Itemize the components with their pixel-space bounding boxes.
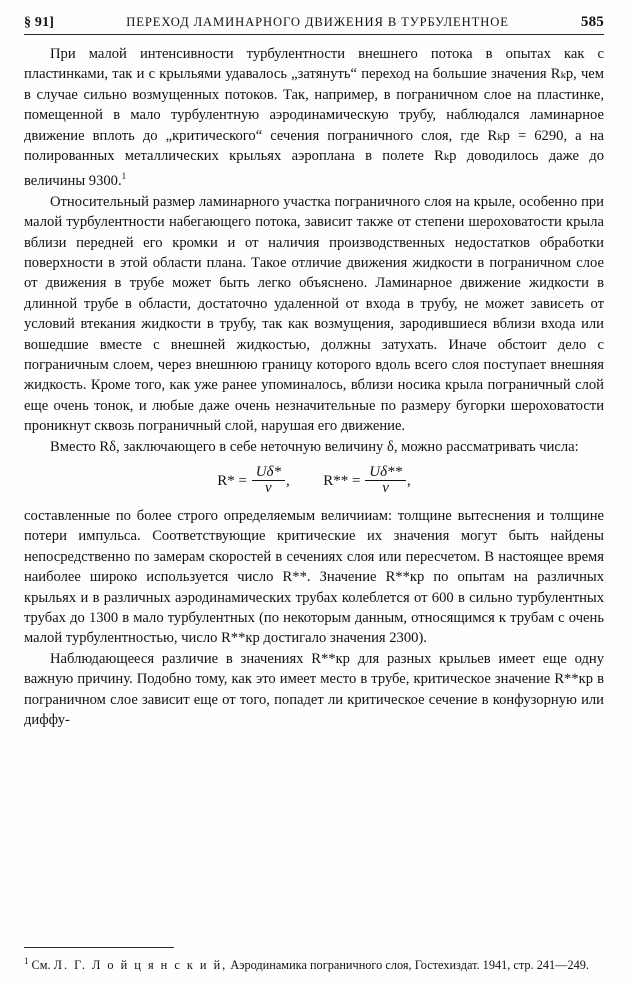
header-divider: [24, 34, 604, 35]
formula-right-denominator: ν: [382, 479, 389, 496]
paragraph-2: Относительный размер ламинарного участка пограничного слоя на крыле, особенно при малой турбулентности набегающего потока, зависит также от степени шероховатости крыла вблизи передней его кромки и от наличия производственных недостатков обработки поверхности в этой области плана. Такое отличие движения жидкости в пограничном слое от движения в трубе может быть легко объяснено. Ламинарное движение жидкости в длинной трубе в области, достаточно удаленной от входа в трубу, не может зависеть от условий втекания жидкости в трубу, так как возмущения, зародившиеся вблизи входа или вошедшие вместе с внешней жидкостью, должны затухать. Иначе обстоит дело с пограничным слоем, через внешнюю границу которого вдоль всего слоя поступает внешняя жидкость. Кроме того, как уже ранее упоминалось, вблизи носика крыла пограничный слой еще очень тонок, и любые даже очень незначительные по размеру бугорки шероховатости проникнут сквозь пограничный слой, нарушая его движение.: [24, 193, 604, 435]
paragraph-5: Наблюдающееся различие в значениях R**кр для разных крыльев имеет еще одну важную причину. Подобно тому, как это имеет место в трубе, критическое значение R**кр в пограничном слое зависит еще от того, попадет ли критическое сечение в конфузорную или диффу-: [24, 650, 604, 729]
footnote-see: См.: [31, 957, 51, 972]
paragraph-3: Вместо Rδ, заключающего в себе неточную величину δ, можно рассматривать числа:: [50, 438, 579, 455]
footnote-area: [24, 947, 604, 975]
formula-left-fraction: [252, 465, 285, 496]
formula-trailing-comma: ,: [407, 472, 411, 489]
footnote-publisher: Гостехиздат. 1941, стр. 241—249.: [414, 957, 589, 972]
footnote-title: Аэродинамика пограничного слоя,: [230, 957, 412, 972]
footnote-author: Л. Г. Л о й ц я н с к и й,: [53, 957, 228, 972]
footnote-reference: 1: [121, 171, 127, 182]
running-title: ПЕРЕХОД ЛАМИНАРНОГО ДВИЖЕНИЯ В ТУРБУЛЕНТНОЕ: [126, 15, 509, 29]
footnote-divider: [24, 947, 174, 948]
page-header: [24, 14, 604, 31]
paragraph-4: составленные по более строго определяемым величииам: толщине вытеснения и толщине потери импульса. Соответствующие критические их значения могут быть найдены непосредственно по замерам скоростей в сечениях слоя или пересчетом. В настоящее время наиболее широко используется число R**. Значение R**кр по опытам на различных крыльях и в различных аэродинамических трубах колеблется от 600 в сильно турбулентных трубах до 1300 в мало турбулентных (по некоторым данным, относящимся к трубам с очень малой турбулентностью, число R**кр достигало значения 2300).: [24, 507, 604, 647]
paragraph-1-text: При малой интенсивности турбулентности внешнего потока в опытах как с пластинками, так и с крыльями удавалось „затянуть“ переход на большие значения Rₖр, чем в случае сильно возмущенных потоков. Так, например, в пограничном слое на пластинке, помещенной в мало турбулентную аэродинамическую трубу, наблюдался ламинарное движение вплоть до „критического“ сечения пограничного слоя, где Rₖр = 6290, а на полированных металлических крыльях аэроплана в полете Rₖр доводилось даже до величины 9300.: [24, 46, 604, 190]
paragraph-1: [24, 44, 604, 192]
formula-right-fraction: [365, 465, 406, 496]
footnote-number: 1: [24, 955, 29, 966]
formula-left-label: R*: [217, 472, 235, 489]
display-formula: [24, 463, 604, 497]
formula-left-denominator: ν: [265, 479, 272, 496]
body-text: [24, 44, 604, 730]
formula-left-numerator: Uδ*: [252, 465, 285, 481]
formula-right-numerator: Uδ**: [365, 465, 406, 481]
formula-right-equals: =: [352, 472, 361, 489]
page-number: 585: [580, 14, 604, 30]
formula-right-label: R**: [323, 472, 349, 489]
section-mark: § 91]: [24, 15, 55, 30]
footnote-1: [24, 953, 604, 975]
formula-left-equals: =: [238, 472, 247, 489]
formula-left-comma: ,: [286, 472, 290, 489]
